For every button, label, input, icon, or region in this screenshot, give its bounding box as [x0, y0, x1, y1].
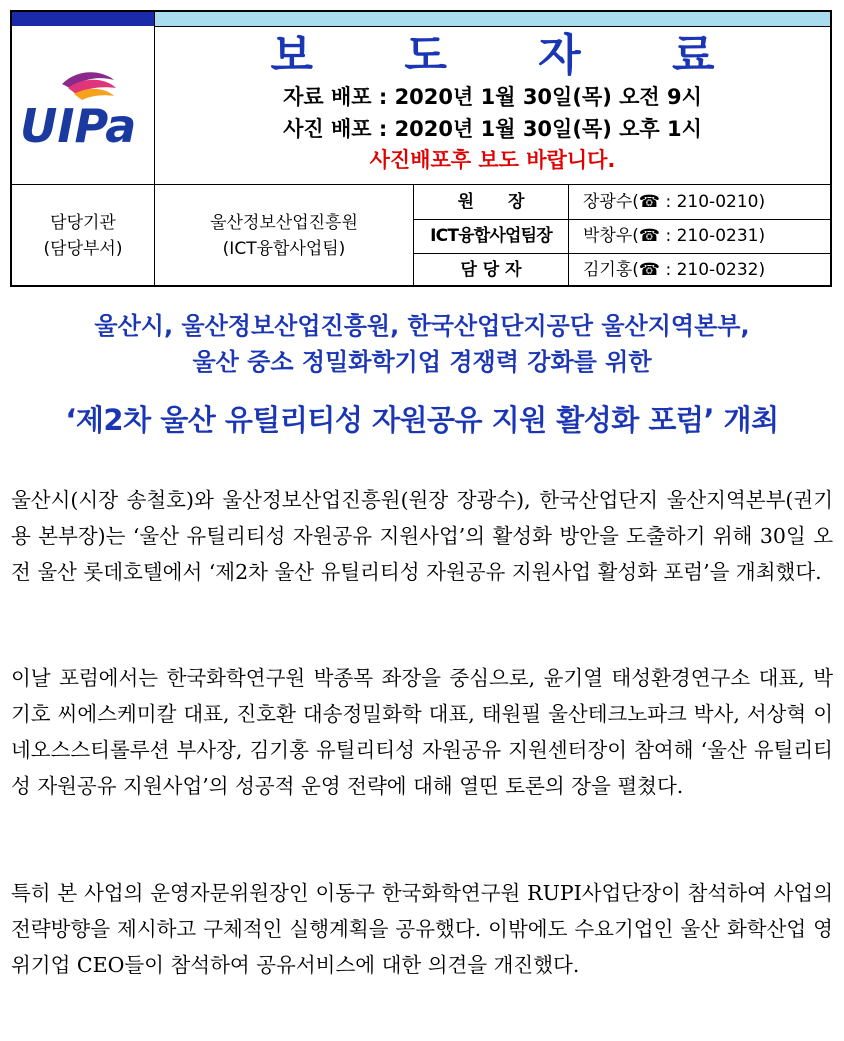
contact-row	[414, 185, 830, 220]
title-color-bar	[155, 12, 830, 27]
title-cell	[155, 12, 830, 185]
contact-role: ICT융합사업팀장	[414, 219, 569, 253]
contact-row	[414, 219, 830, 254]
organization-name: 울산정보산업진흥원	[210, 213, 358, 233]
logo-color-bar	[12, 12, 154, 26]
release-time: 자료 배포 : 2020년 1월 30일(목) 오전 9시	[283, 85, 702, 109]
release-notice: 사진배포후 보도 바랍니다.	[369, 148, 616, 172]
contact-name-phone: 장광수(☎ : 210-0210)	[583, 192, 766, 212]
headline-main-title: ‘제2차 울산 유틸리티성 자원공유 지원 활성화 포럼’ 개최	[65, 403, 779, 437]
logo-text: UIPa	[20, 99, 137, 153]
headline-line-1: 울산시, 울산정보산업진흥원, 한국산업단지공단 울산지역본부,	[94, 312, 750, 340]
logo-cell	[12, 12, 155, 185]
headline-line-2: 울산 중소 정밀화학기업 경쟁력 강화를 위한	[192, 348, 652, 376]
contacts-table	[414, 185, 830, 287]
paragraph-text: 울산시(시장 송철호)와 울산정보산업진흥원(원장 장광수), 한국산업단지 울산지역본부(권기용 본부장)는 ‘울산 유틸리티성 자원공유 지원사업’의 활성화 방안을 도출하기 위해 30일 오전 울산 롯데호텔에서 ‘제2차 울산 유틸리티성 자원공유 지원사업 활성화 포럼’을 개최했다.	[11, 488, 833, 584]
organization-cell	[155, 185, 414, 287]
press-release-title: 보 도 자 료	[270, 30, 753, 81]
contact-row	[414, 253, 830, 287]
body-paragraph-1	[11, 482, 833, 590]
photo-release-time: 사진 배포 : 2020년 1월 30일(목) 오후 1시	[283, 117, 702, 141]
contact-name-phone: 김기홍(☎ : 210-0232)	[583, 260, 766, 280]
press-release-header-table	[10, 10, 832, 287]
department-name: (ICT융합사업팀)	[222, 239, 346, 259]
agency-label: 담당기관	[50, 213, 116, 233]
contact-role: 원 장	[414, 185, 569, 219]
body-paragraph-2	[11, 660, 833, 804]
contact-role: 담 당 자	[414, 253, 569, 287]
contact-name-phone: 박창우(☎ : 210-0231)	[583, 226, 766, 246]
body-paragraph-3	[11, 875, 833, 983]
uipa-logo	[18, 66, 150, 156]
department-label: (담당부서)	[43, 239, 123, 259]
agency-label-cell	[12, 185, 155, 287]
paragraph-text: 특히 본 사업의 운영자문위원장인 이동구 한국화학연구원 RUPI사업단장이 참석하여 사업의 전략방향을 제시하고 구체적인 실행계획을 공유했다. 이밖에도 수요기업인 울산 화학산업 영위기업 CEO들이 참석하여 공유서비스에 대한 의견을 개진했다.	[11, 881, 833, 977]
paragraph-text: 이날 포럼에서는 한국화학연구원 박종목 좌장을 중심으로, 윤기열 태성환경연구소 대표, 박기호 씨에스케미칼 대표, 진호환 대송정밀화학 대표, 태원필 울산테크노파크 박사, 서상혁 이네오스스티롤루션 부사장, 김기홍 유틸리티성 자원공유 지원센터장이 참여해 ‘울산 유틸리티성 자원공유 지원사업’의 성공적 운영 전략에 대해 열띤 토론의 장을 펼쳤다.	[11, 666, 833, 798]
